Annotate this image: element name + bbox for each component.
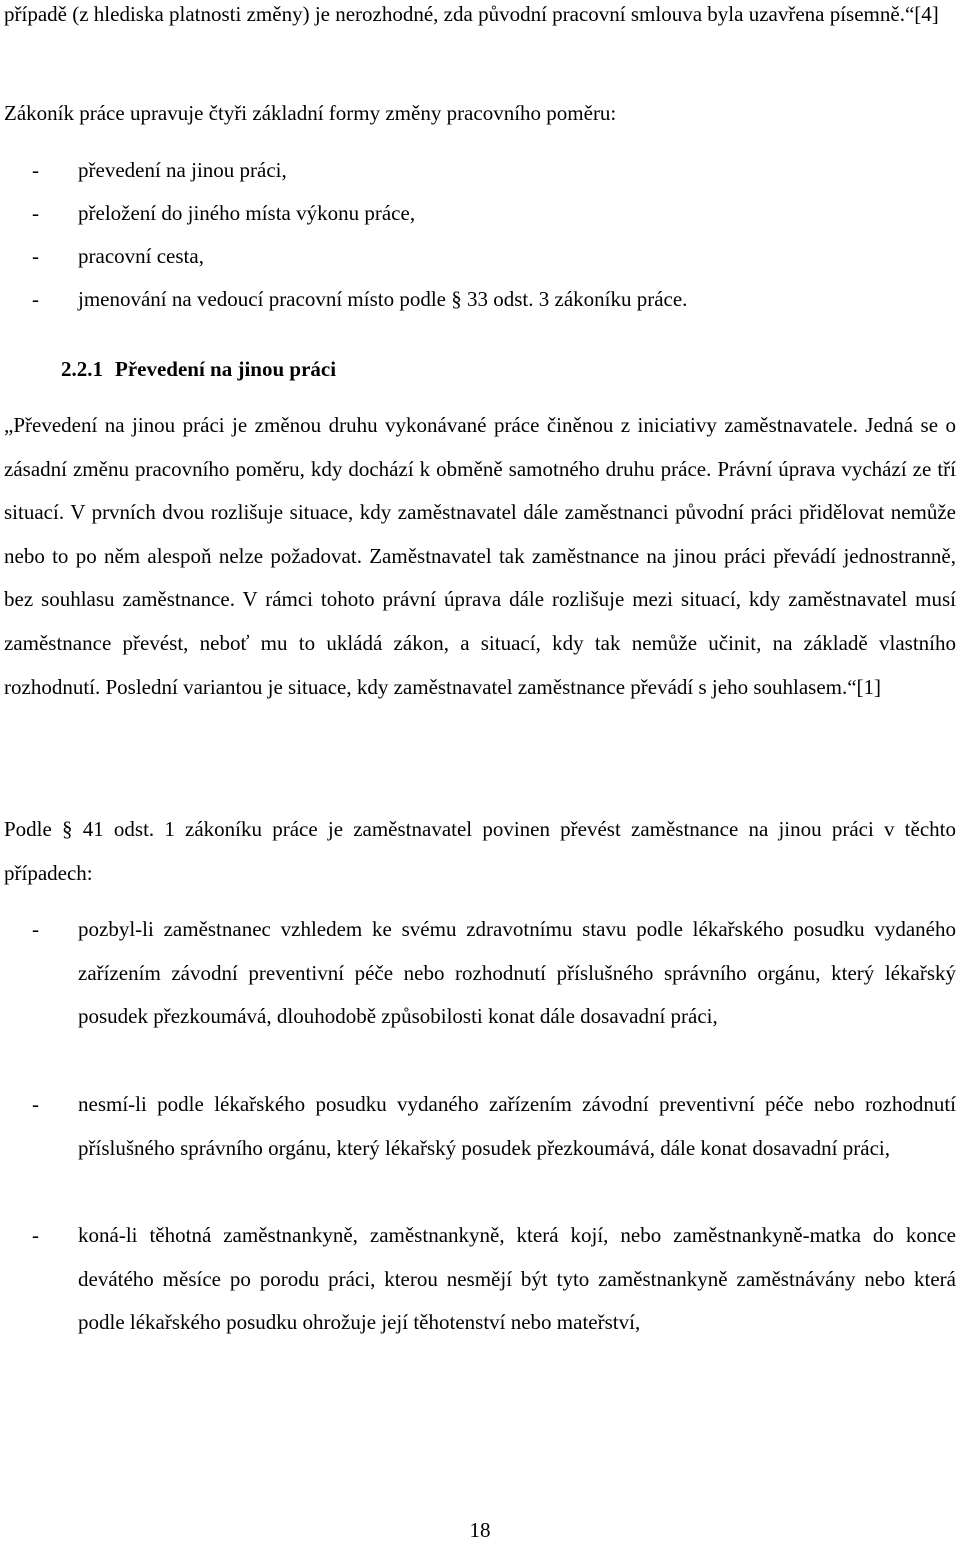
section-heading — [61, 352, 336, 386]
bullet-dash: - — [32, 1223, 39, 1247]
list-item — [32, 1214, 956, 1345]
list-item — [32, 908, 956, 1039]
bullet-dash: - — [32, 158, 39, 182]
list-item — [32, 1083, 956, 1170]
section-number: 2.2.1 — [61, 357, 103, 381]
bullet-dash: - — [32, 287, 39, 311]
list-item-text: pracovní cesta, — [78, 244, 204, 268]
list-item-text: nesmí-li podle lékařského posudku vydaného zařízením závodní preventivní péče nebo rozhodnutí příslušného správního orgánu, který lékařský posudek přezkoumává, dále konat dosavadní práci, — [78, 1092, 956, 1160]
list-item-text: převedení na jinou práci, — [78, 158, 287, 182]
list-item — [32, 192, 956, 235]
list-item-text: pozbyl-li zaměstnanec vzhledem ke svému zdravotnímu stavu podle lékařského posudku vydaného zařízením závodní preventivní péče nebo rozhodnutí příslušného správního orgánu, který lékařský posudek přezkoumává, dlouhodobě způsobilosti konat dále dosavadní práci, — [78, 917, 956, 1029]
section-title: Převedení na jinou práci — [115, 357, 337, 381]
intro-paragraph: případě (z hlediska platnosti změny) je nerozhodné, zda původní pracovní smlouva byla uzavřena písemně.“[4] — [4, 2, 939, 26]
list-item-text: jmenování na vedoucí pracovní místo podle § 33 odst. 3 zákoníku práce. — [78, 287, 688, 311]
list-item-text: koná-li těhotná zaměstnankyně, zaměstnankyně, která kojí, nebo zaměstnankyně-matka do konce devátého měsíce po porodu práci, kterou nesmějí být tyto zaměstnankyně zaměstnávány nebo která podle lékařského posudku ohrožuje její těhotenství nebo mateřství, — [78, 1223, 956, 1335]
page-number: 18 — [469, 1518, 491, 1542]
bullet-dash: - — [32, 201, 39, 225]
list-item — [32, 278, 956, 321]
forms-intro: Zákoník práce upravuje čtyři základní formy změny pracovního poměru: — [4, 101, 617, 125]
obligation-intro: Podle § 41 odst. 1 zákoníku práce je zaměstnavatel povinen převést zaměstnance na jinou práci v těchto případech: — [4, 817, 956, 885]
list-item-text: přeložení do jiného místa výkonu práce, — [78, 201, 416, 225]
bullet-dash: - — [32, 1092, 39, 1116]
section-paragraph: „Převedení na jinou práci je změnou druhu vykonávané práce činěnou z iniciativy zaměstnavatele. Jedná se o zásadní změnu pracovního poměru, kdy dochází k obměně samotného druhu práce. Právní úprava vychází ze tří situací. V prvních dvou rozlišuje situace, kdy zaměstnavatel dále zaměstnanci původní práci přidělovat nemůže nebo to po něm alespoň nelze požadovat. Zaměstnavatel tak zaměstnance na jinou práci převádí jednostranně, bez souhlasu zaměstnance. V rámci tohoto právní úprava dále rozlišuje mezi situací, kdy zaměstnavatel musí zaměstnance převést, neboť mu to ukládá zákon, a situací, kdy tak nemůže učinit, na základě vlastního rozhodnutí. Poslední variantou je situace, kdy zaměstnavatel zaměstnance převádí s jeho souhlasem.“[1] — [4, 413, 956, 699]
bullet-dash: - — [32, 917, 39, 941]
list-item — [32, 235, 956, 278]
bullet-dash: - — [32, 244, 39, 268]
list-item — [32, 149, 956, 192]
